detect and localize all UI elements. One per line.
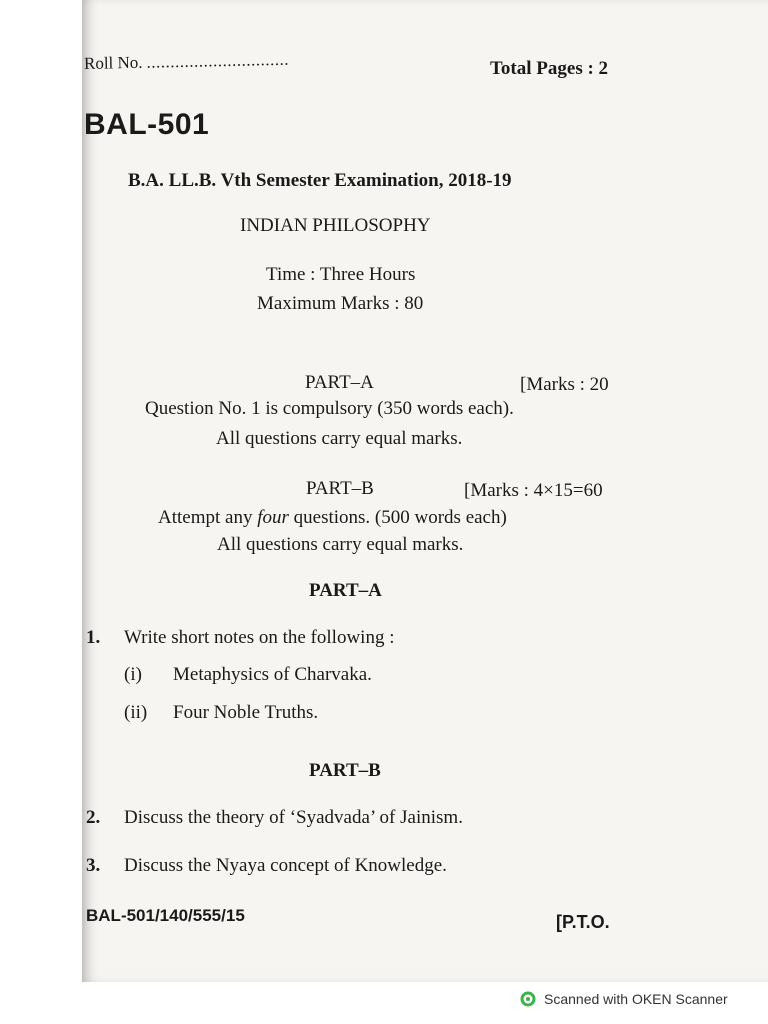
instructions-part-a-label: PART–A [305,372,374,393]
question-1-sub-i-text: Metaphysics of Charvaka. [173,664,372,685]
oken-scanner-logo-icon [520,991,536,1007]
question-1-sub-ii-text: Four Noble Truths. [173,702,319,723]
paper-code: BAL-501 [84,108,210,141]
question-1-text: Write short notes on the following : [124,627,395,648]
scanner-watermark-text: Scanned with OKEN Scanner [544,991,728,1007]
question-1-sub-i-label: (i) [124,664,142,685]
exam-paper-sheet [82,0,768,982]
footer-paper-code: BAL-501/140/555/15 [86,906,245,925]
roll-number-label: Roll No. [83,52,143,73]
part-b-line1-end: questions. (500 words each) [288,507,507,528]
instructions-part-b-line1 [158,507,507,529]
instructions-part-b-line2: All questions carry equal marks. [217,534,464,555]
maximum-marks: Maximum Marks : 80 [257,293,424,314]
question-1-number: 1. [86,627,101,648]
exam-time: Time : Three Hours [266,264,416,285]
question-3-text: Discuss the Nyaya concept of Knowledge. [124,855,447,876]
instructions-part-a-line2: All questions carry equal marks. [216,428,463,449]
part-b-line1-start: Attempt any [158,507,258,528]
instructions-part-b-label: PART–B [306,478,374,499]
part-b-line1-emphasis: four [257,507,289,528]
footer-pto: [P.T.O. [556,912,610,932]
instructions-part-b-marks: [Marks : 4×15=60 [464,480,603,501]
question-3-number: 3. [86,855,101,876]
scanner-watermark [520,991,728,1007]
exam-title: B.A. LL.B. Vth Semester Examination, 2018-19 [128,170,512,191]
question-2-number: 2. [86,807,101,828]
instructions-part-a-line1: Question No. 1 is compulsory (350 words each). [145,398,514,419]
roll-number-blank: .............................. [146,49,290,72]
total-pages: Total Pages : 2 [490,58,609,79]
part-a-heading: PART–A [309,580,382,601]
instructions-part-a-marks: [Marks : 20 [520,374,609,395]
question-1-sub-ii-label: (ii) [124,702,148,723]
part-b-heading: PART–B [309,760,381,781]
roll-number-line [84,50,289,74]
subject-title: INDIAN PHILOSOPHY [240,215,431,236]
question-2-text: Discuss the theory of ‘Syadvada’ of Jainism. [124,807,463,828]
